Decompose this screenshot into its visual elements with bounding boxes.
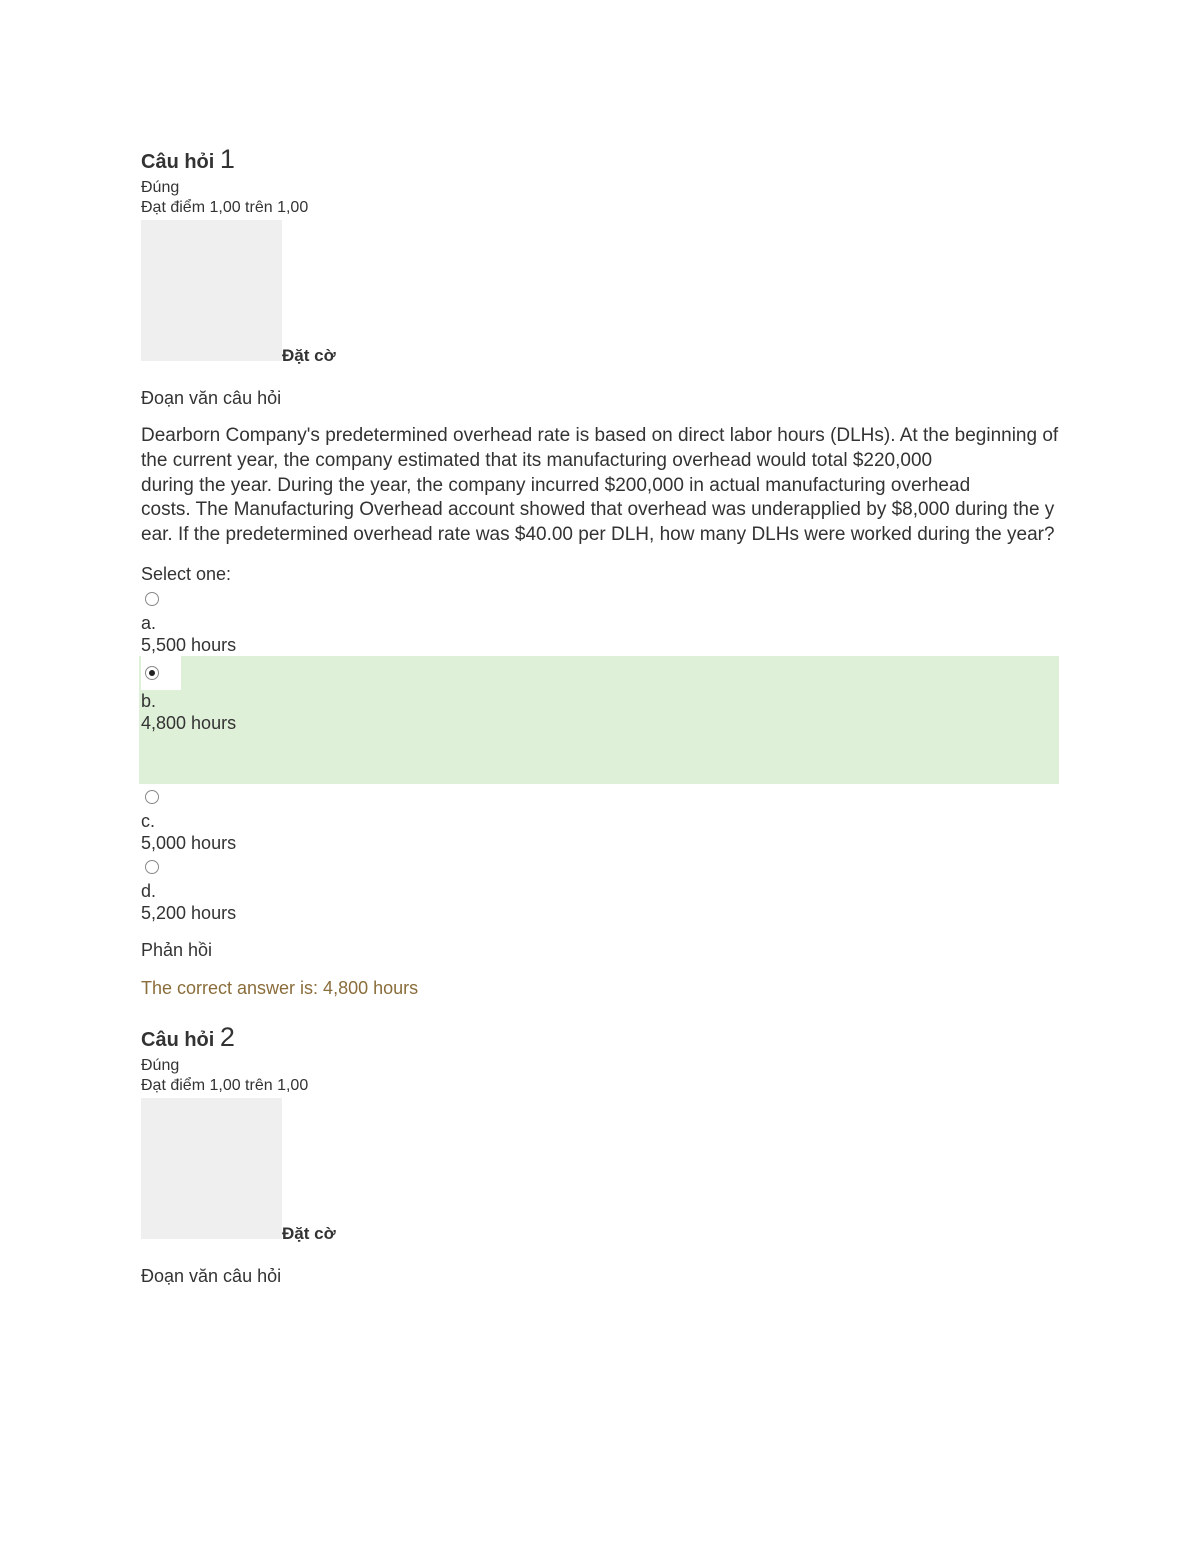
- answer-option-a[interactable]: [141, 592, 1061, 656]
- question-text-line: costs. The Manufacturing Overhead account showed that overhead was underapplied by $8,000 during the year. If the predetermined overhead rate was $40.00 per DLH, how many DLHs were worked during the year?: [141, 499, 1055, 546]
- radio-button-c[interactable]: [145, 790, 159, 804]
- question-text-label: Đoạn văn câu hỏi: [141, 1265, 282, 1286]
- question-number: 1: [219, 144, 235, 174]
- radio-button-a[interactable]: [145, 592, 159, 606]
- option-letter: a.: [141, 612, 157, 633]
- option-text: 5,200 hours: [141, 902, 237, 923]
- flag-icon[interactable]: [141, 220, 282, 361]
- radio-button-b[interactable]: [145, 666, 159, 680]
- question-score: Đạt điểm 1,00 trên 1,00: [141, 199, 309, 216]
- question-text: [141, 424, 1061, 548]
- question-title-prefix: Câu hỏi: [141, 1028, 215, 1051]
- question-score: Đạt điểm 1,00 trên 1,00: [141, 1076, 309, 1094]
- question-title-prefix: Câu hỏi: [141, 151, 215, 173]
- question-status: Đúng: [141, 1056, 180, 1074]
- option-text: 5,500 hours: [141, 634, 237, 655]
- option-letter: b.: [141, 690, 157, 711]
- quiz-review-page: [141, 140, 1061, 1288]
- option-text: 4,800 hours: [141, 712, 237, 733]
- question-title: [141, 1018, 1061, 1056]
- question-1: [141, 140, 1061, 1000]
- answer-option-c[interactable]: [141, 790, 1061, 854]
- question-status: Đúng: [141, 179, 180, 196]
- option-letter: c.: [141, 810, 156, 831]
- flag-icon[interactable]: [141, 1098, 282, 1239]
- question-2: [141, 1018, 1061, 1288]
- radio-button-d[interactable]: [145, 860, 159, 874]
- flag-question-label[interactable]: Đặt cờ: [282, 1223, 336, 1243]
- flag-question-control[interactable]: [141, 220, 1061, 366]
- option-text: 5,000 hours: [141, 832, 237, 853]
- question-title: [141, 140, 1061, 178]
- question-text-label: Đoạn văn câu hỏi: [141, 388, 282, 408]
- answer-option-b[interactable]: [139, 656, 1059, 784]
- flag-question-control[interactable]: [141, 1098, 1061, 1244]
- correct-answer-feedback: The correct answer is: 4,800 hours: [141, 977, 419, 998]
- radio-wrap: [141, 656, 181, 690]
- select-one-label: Select one:: [141, 563, 232, 584]
- question-text-line: Dearborn Company's predetermined overhead rate is based on direct labor hours (DLHs). At the beginning of the current year, the company estimated that its manufacturing overhead would total $220,000: [141, 425, 1059, 471]
- option-letter: d.: [141, 880, 157, 901]
- question-text-line: during the year. During the year, the company incurred $200,000 in actual manufacturing overhead: [141, 474, 971, 496]
- question-number: 2: [219, 1021, 235, 1052]
- flag-question-label[interactable]: Đặt cờ: [282, 346, 336, 365]
- feedback-label: Phản hồi: [141, 939, 213, 960]
- answer-option-d[interactable]: [141, 860, 1061, 924]
